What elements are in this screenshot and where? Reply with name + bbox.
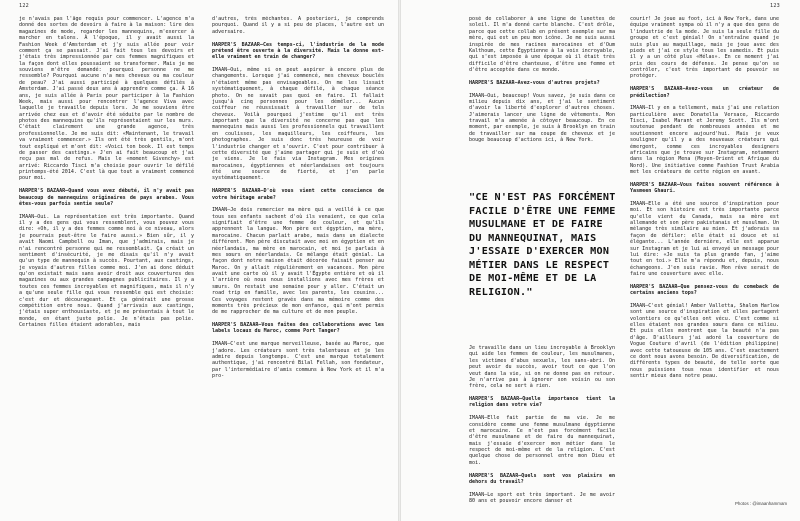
paragraph: posé de collaborer à une ligne de lunettes de soleil. Il m'a donné carte blanche. C'est drôle, parce que cette collab en présent exemple sur ma mère, qui est un peu mon icône. Je me suis aussi inspirée de mes racines marocaines et d'Oum Kalthoum, cette Égyptienne à la voix incroyable, qui s'est imposée à une époque où il était très difficile d'être chanteuse, d'être une femme et d'être acceptée dans ce monde. bbox=[469, 16, 615, 73]
right-page bbox=[401, 0, 800, 521]
paragraph: IMAAN—Elle fait partie de ma vie. Je me considère comme une femme musulmane égyptienne et marocaine. Ce n'est pas forcément facile d'être musulmane et de faire du mannequinat, mais j'essaie d'exercer mon métier dans le respect de moi-même et de la religion. C'est quelque chose de personnel entre mon Dieu et moi. bbox=[469, 415, 615, 466]
left-column-2 bbox=[212, 16, 384, 512]
paragraph: IMAAN—Oui, même si on peut aspirer à encore plus de changements. Lorsque j'ai commencé, mes cheveux bouclés n'étaient même pas envisageables. On me les lissait systématiquement, à chaque défilé, à chaque séance photo. On ne savait pas quoi en faire. Il fallait jusqu'à cinq personnes pour les démêler... Aucun coiffeur ne réussissait à travailler sur de tels cheveux. Voilà pourquoi j'estime qu'il est très important que la diversité ne concerne pas que les mannequins mais aussi les professionnels qui travaillent en coulisses, les maquilleurs, les coiffeurs, les photographes. Je suis donc très heureuse de voir l'industrie changer et s'ouvrir. C'est pour contribuer à cette diversité que j'aime partager qui je suis et d'où je viens. Je le fais via Instagram. Mes origines marocaines, égyptiennes et néerlandaises ont toujours été une source de fierté, et j'en parle systématiquement. bbox=[212, 67, 384, 182]
page-number-left: 122 bbox=[19, 3, 29, 9]
paragraph: IMAAN—Le sport est très important. Je me avoir 80 ans et pouvoir encore danser et bbox=[469, 491, 615, 505]
paragraph: IMAAN—Elle a été une source d'inspiration pour moi. Et son histoire est très importante parce qu'elle vient du Canada, mais sa mère est allemande et son père pakistanais et musulman. Un mélange très similaire au mien. Et j'adorais sa façon de défiler: elle était si douce et si élégante... L'année dernière, elle est apparue sur Instagram et je lui ai envoyé un message pour lui dire: «Je suis ta plus grande fan, j'aime tout en toi.» Elle m'a répondu et, depuis, nous échangeons. J'en suis ravie. Mon rêve serait de faire une couverture avec elle. bbox=[630, 200, 779, 278]
question: HARPER'S BAZAAR—Quelle importance tient la religion dans votre vie? bbox=[469, 396, 615, 409]
question: HARPER'S BAZAAR—Quels sont vos plaisirs en dehors du travail? bbox=[469, 472, 615, 485]
right-column-2 bbox=[630, 16, 779, 500]
paragraph: d'autres, très méchantes. À posteriori, je comprends pourquoi. Quand il y a si peu de places, l'autre est un adversaire. bbox=[212, 16, 384, 35]
paragraph: courir! Je joue au foot, ici à New York, dans une équipe vraiment sympa où il n'y a que des gens de l'industrie de la mode. Je suis la seule fille du groupe et c'est génial! On s'entraîne quand je suis plus au maquillage, mais je joue avec des pieds et j'ai ce style tous les samedis. Et puis il y a un côté plus «Hélas». En ce moment j'ai pris des cours de défense. Je pense qu'on se contrôler, c'est très important de pouvoir se protéger. bbox=[630, 16, 779, 80]
question: HARPER'S BAZAAR—D'où vous vient cette conscience de votre héritage arabe? bbox=[212, 188, 384, 201]
page-number-right: 123 bbox=[770, 3, 780, 9]
right-column-1-bottom bbox=[469, 345, 615, 517]
question: HARPER'S BAZAAR—Vous faites souvent référence à Yasmeen Ghauri. bbox=[630, 181, 779, 195]
paragraph: IMAAN—Oui, beaucoup! Vous savez, je suis dans ce milieu depuis dix ans, et j'ai le sentiment d'avoir la liberté d'explorer d'autres choses. J'aimerais lancer une ligne de vêtements. Mon travail m'a amenée à côtoyer beaucoup. En ce moment, par exemple, je suis à Brooklyn en train de travailler sur ma coupe de cheveux et je bouge beaucoup d'actions ici, à New York. bbox=[469, 92, 615, 144]
photo-credit: Photos : @imaanhammam bbox=[735, 501, 788, 506]
question: HARPER'S BAZAAR—Avez-vous un créateur de prédilection? bbox=[630, 86, 779, 99]
question: HARPER'S BAZAAR—Ces temps-ci, l'industrie de la mode prétend être ouverte à la diversité. Mais la donne est-elle vraiment en train de changer? bbox=[212, 41, 384, 61]
left-page bbox=[0, 0, 398, 521]
question: HARPER'S BAZAAR—Avez-vous d'autres projets? bbox=[469, 79, 600, 86]
left-column-1 bbox=[19, 16, 194, 512]
paragraph: IMAAN—C'est génial! Amber Valletta, Shalom Harlow sont une source d'inspiration et elles partagent volontiers ce qu'elles ont vécu. C'est comme si elles étaient nos grandes sœurs dans ce milieu. Et puis elles montrent que la beauté n'a pas d'âge. D'ailleurs j'ai adoré la couverture de Vogue Couture d'avril (de l'édition philippine) avec cette tatoueuse de 105 ans. C'est exactement ce dont nous avons besoin. De diversification, de différents types de beauté, de telle sorte que nous puissions tous nous identifier et nous sentir mieux dans notre peau. bbox=[630, 302, 779, 380]
paragraph: IMAAN—C'est une marque merveilleuse, basée au Maroc, que j'adore. Les créateurs sont très talentueux et je les admire depuis longtemps. C'est une marque totalement authentique, j'ai rencontré Bilal Fellah, son fondateur, par l'intermédiaire d'amis communs à New York et il m'a pro- bbox=[212, 341, 384, 380]
pull-quote: "CE N'EST PAS FORCÉMENT FACILE D'ÊTRE UNE FEMME MUSULMANE ET DE FAIRE DU MANNEQUINAT, MAIS J'ESSAIE D'EXERCER MON MÉTIER DANS LE RESPECT DE MOI-MÊME ET DE LA RELIGION." bbox=[469, 192, 616, 298]
paragraph: je n'avais pas l'âge requis pour commencer. L'agence m'a donné des sortes de devoirs à faire à la maison: lire des magazines de mode, regarder les mannequins, m'exercer à marcher en talons. À l'époque, il y avait aussi la Fashion Week d'Amsterdam et j'y suis allée pour voir comment ça se passait. J'ai fait tous les devoirs et j'étais très impressionnée par ces femmes magnifiques et la façon dont elles poussaient se transformer. Mais je me souviens m'être demandé: pourquoi personne ne me ressemble? Pourquoi aucune n'a mes cheveux ou ma couleur de peau? J'ai aussi participé à quelques défilés à Amsterdam. J'ai passé deux ans à apprendre comme ça. À 16 ans, je suis allée à Paris pour participer à la Fashion Week, mais aussi pour rencontrer l'agence Viva avec laquelle je travaille depuis lors. Je me souviens être arrivée chez eux et d'avoir été séduite par le nombre de photos des mannequins qu'ils représentaient sur les murs. C'était clairement une grande agence, très professionnelle. Je me suis dit: «Maintenant, le travail va vraiment commencer.» Ils ont été très gentils, m'ont tout expliqué et m'ont dit: «Voici ton book. Il est temps de passer des castings.» J'en ai fait beaucoup et j'ai reçu pas mal de refus. Mais le «moment Givenchy» est arrivé: Riccardo Tisci m'a choisie pour ouvrir le défilé printemps-été 2014. C'est là que tout a vraiment commencé pour moi. bbox=[19, 16, 194, 182]
question: HARPER'S BAZAAR—Quand vous avez débuté, il n'y avait pas beaucoup de mannequins originaires de pays arabes. Vous êtes-vous parfois sentie seule? bbox=[19, 188, 194, 207]
right-column-1 bbox=[469, 16, 615, 186]
question: HARPER'S BAZAAR—Vous faites des collaborations avec les labels locaux du Maroc, comme Port Tanger? bbox=[212, 322, 384, 335]
paragraph: Je travaille dans un lieu incroyable à Brooklyn qui aide les femmes de couleur, les musulmanes, les victimes d'abus sexuels, les sans-abri. On peut avoir du succès, avoir tout ce que l'on veut dans la vie, si on ne donne pas en retour. Je n'arrive pas à ignorer son voisin ou son frère, cela ne sert à rien. bbox=[469, 345, 615, 390]
paragraph: IMAAN—Je dois remercier ma mère qui a veillé à ce que tous ses enfants sachent d'où ils venaient, ce que cela signifiait d'être une femme de couleur, et qu'ils apprennent la langue. Mon père est égyptien, ma mère, marocaine. Chacun parlait arabe, mais dans un dialecte différent. Mon père discutait avec moi en égyptien et en néerlandais, ma mère en marocain, et moi je parlais à mes sœurs en néerlandais. Ce mélange était génial. La façon dont notre maison était décorée faisait penser au Maroc. On y allait régulièrement en vacances. Mon père avait une carte où il y avait l'Égypte entière et où il l'arrière où nous nous installions avec mes frères et sœurs. On restait une semaine pour y aller. C'était un road trip en famille, avec les parents, les cousins... Ces voyages restent gravés dans ma mémoire comme des moments très précieux de mon enfance, qui m'ont permis de me rapprocher de ma culture et de mon peuple. bbox=[212, 207, 384, 316]
paragraph: IMAAN—Il y en a tellement, mais j'ai une relation particulière avec Donatella Versace, Riccardo Tisci, Isabel Marant et Jeremy Scott. Ils m'ont soutenue pendant de nombreuses années et me soutiennent encore aujourd'hui. Mais je veux souligner qu'il y a des nouveaux créateurs qui émergent, comme ces incroyables designers africains que je trouve sur Instagram, notamment dans la région Mena (Moyen-Orient et Afrique du Nord). Une initiative comme Fashion Trust Arabia met les créateurs de cette région en avant. bbox=[630, 105, 779, 176]
question: HARPER'S BAZAAR—Que pensez-vous du comeback de certains anciens tops? bbox=[630, 283, 779, 297]
paragraph: IMAAN—Oui. La représentation est très importante. Quand il y a des gens qui vous ressemblent, vous pouvez vous dire: «Oh, il y a des femmes comme moi à ce niveau, alors je pourrais peut-être le faire aussi.» Bien sûr, il y avait Naomi Campbell ou Iman, que j'admirais, mais je n'ai rencontré personne qui me ressemblait. Ça créait un sentiment d'insécurité, je me disais qu'il n'y avait qu'un type de mannequin à succès. Pourtant, aux castings, je voyais d'autres filles comme moi. J'en ai donc déduit qu'on existait mais sans avoir droit aux couvertures des magazines ou aux grandes campagnes publicitaires. Il y a toutes ces femmes incroyables et magnifiques, mais il n'y a qu'une seule fille qui vous ressemble qui est choisie: c'est dur et décourageant. Et ça générait une grosse compétition entre nous. Quand j'arrivais aux castings, j'étais super enthousiaste, et je me présentais à tout le monde, en étant juste polie. Je n'étais pas polie. Certaines filles étaient adorables, mais bbox=[19, 213, 194, 329]
